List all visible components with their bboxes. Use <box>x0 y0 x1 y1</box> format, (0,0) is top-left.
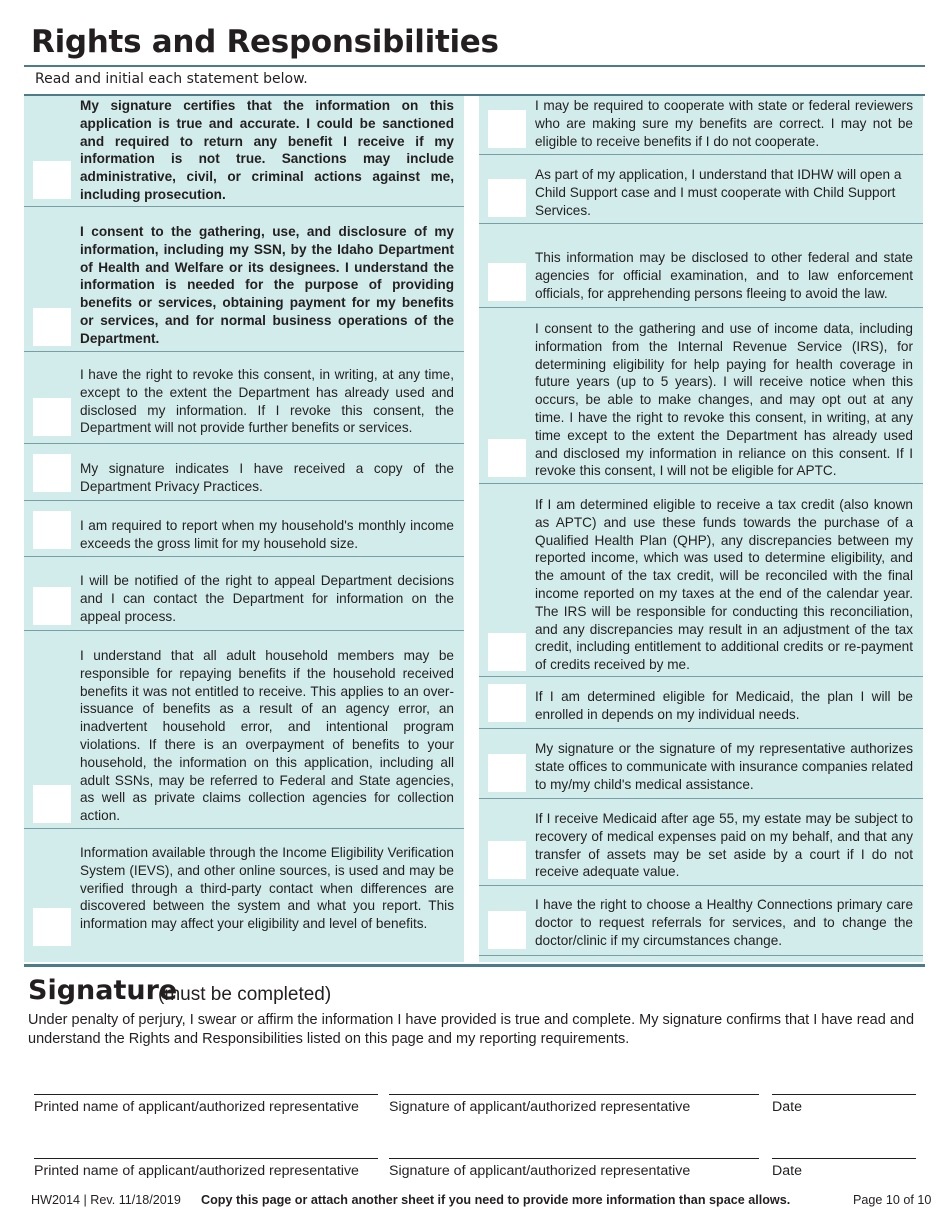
signature-heading: Signature <box>28 975 178 1006</box>
footer-note: Copy this page or attach another sheet if you need to provide more information than space allows. <box>201 1193 791 1207</box>
statement-text: I consent to the gathering and use of income data, including information from the Internal Revenue Service (IRS), for determining eligibility for help paying for health coverage in future years (up to 5 years). I will receive notice when this occurs, be able to make changes, and may opt out at any time. I have the right to revoke this consent, in writing, at any time except to the extent the Department has already used and disclosed my information in reliance on this consent. If I revoke this consent, I will not be eligible for APTC. <box>535 321 913 479</box>
initial-box[interactable] <box>488 633 526 671</box>
signature-label: Signature of applicant/authorized representative <box>389 1099 691 1115</box>
date-line <box>772 1158 916 1159</box>
column-gap <box>464 96 479 962</box>
initial-box[interactable] <box>488 179 526 217</box>
page-number: Page 10 of 10 <box>853 1193 932 1207</box>
initial-box[interactable] <box>488 439 526 477</box>
statement-item <box>479 728 923 799</box>
signature-line <box>389 1158 759 1159</box>
statement-item <box>479 885 923 956</box>
statement-item <box>479 96 923 155</box>
date-field-2[interactable] <box>772 1158 916 1179</box>
statement-item <box>24 500 464 557</box>
initial-box[interactable] <box>488 754 526 792</box>
initial-box[interactable] <box>33 785 71 823</box>
statement-text: I have the right to choose a Healthy Connections primary care doctor to request referrals for services, and to change the doctor/clinic if my circumstances change. <box>535 897 913 948</box>
statement-text: My signature indicates I have received a copy of the Department Privacy Practices. <box>80 461 454 494</box>
statement-text: This information may be disclosed to other federal and state agencies for official examination, and to law enforcement officials, for apprehending persons fleeing to avoid the law. <box>535 250 913 301</box>
title-divider <box>24 65 925 67</box>
statement-text: I may be required to cooperate with state or federal reviewers who are making sure my benefits are correct. I may not be eligible to receive benefits if I do not cooperate. <box>535 98 913 149</box>
initial-box[interactable] <box>488 841 526 879</box>
statement-text: I am required to report when my household's monthly income exceeds the gross limit for my household size. <box>80 518 454 551</box>
perjury-statement: Under penalty of perjury, I swear or affirm the information I have provided is true and complete. My signature confirms that I have read and understand the Rights and Responsibilities listed on this page and my reporting requirements. <box>28 1012 915 1047</box>
signature-divider <box>24 964 925 967</box>
right-statements-column <box>479 96 923 962</box>
signature-subheading: (must be completed) <box>158 984 332 1005</box>
statement-item <box>24 351 464 444</box>
statement-text: Information available through the Income Eligibility Verification System (IEVS), and other online sources, is used and may be verified through a third-party contact when differences are discovered between the system and what you report. This information may affect your eligibility and level of benefits. <box>80 845 454 932</box>
initial-box[interactable] <box>488 263 526 301</box>
statement-item <box>479 223 923 308</box>
date-field-1[interactable] <box>772 1094 916 1115</box>
statement-text: I understand that all adult household members may be responsible for repaying benefits if the household received benefits it was not entitled to receive. This applies to an over-issuance of benefits as a result of an agency error, an inadvertent household error, and intentional program violations. If there is an overpayment of benefits to your household, the information on this application, including all adult SSNs, may be referred to Federal and State agencies, as well as private claims collection agencies for collection action. <box>80 648 454 824</box>
date-label: Date <box>772 1099 802 1115</box>
statement-text: If I receive Medicaid after age 55, my estate may be subject to recovery of medical expenses paid on my behalf, and that any transfer of assets may be set aside by a court if I do not receive adequate value. <box>535 811 913 880</box>
initial-box[interactable] <box>33 454 71 492</box>
statement-item <box>24 443 464 501</box>
instruction-text: Read and initial each statement below. <box>35 71 308 87</box>
printed-name-label: Printed name of applicant/authorized representative <box>34 1099 359 1115</box>
statement-text: If I am determined eligible to receive a tax credit (also known as APTC) and use these funds towards the purchase of a Qualified Health Plan (QHP), any discrepancies between my reported income, which was used to determine eligibility, and the amount of the tax credit, will be reconciled with the final income reported on my taxes at the end of the calendar year. The IRS will be responsible for conducting this reconciliation, and any discrepancies may result in an adjustment of the tax credit, including entitlement to additional credits or re-payment of credits received by me. <box>535 497 913 673</box>
initial-box[interactable] <box>488 911 526 949</box>
printed-name-field-1[interactable] <box>34 1094 378 1115</box>
statement-item <box>24 828 464 962</box>
initial-box[interactable] <box>33 908 71 946</box>
initial-box[interactable] <box>33 587 71 625</box>
printed-name-label: Printed name of applicant/authorized representative <box>34 1163 359 1179</box>
signature-line <box>389 1094 759 1095</box>
form-id: HW2014 | Rev. 11/18/2019 <box>31 1193 181 1207</box>
statement-text: I will be notified of the right to appeal Department decisions and I can contact the Department for information on the appeal process. <box>80 573 454 624</box>
statement-text: My signature certifies that the information on this application is true and accurate. I could be sanctioned and required to return any benefit I receive if my information is not true. Sanctions may include administrative, civil, or criminal actions against me, including prosecution. <box>80 98 454 202</box>
page-title: Rights and Responsibilities <box>31 24 499 60</box>
statement-item <box>479 154 923 224</box>
statement-item <box>479 483 923 677</box>
initial-box[interactable] <box>488 110 526 148</box>
printed-name-line <box>34 1094 378 1095</box>
initial-box[interactable] <box>488 684 526 722</box>
statement-item <box>24 630 464 829</box>
statement-item <box>24 556 464 631</box>
statement-item <box>479 307 923 484</box>
statement-item <box>24 206 464 352</box>
statement-text: As part of my application, I understand that IDHW will open a Child Support case and I must cooperate with Child Support Services. <box>535 167 902 218</box>
initial-box[interactable] <box>33 161 71 199</box>
signature-field-2[interactable] <box>389 1158 759 1179</box>
statement-text: My signature or the signature of my representative authorizes state offices to communicate with insurance companies related to my/my child's medical assistance. <box>535 741 913 792</box>
statement-item <box>479 798 923 886</box>
initial-box[interactable] <box>33 308 71 346</box>
printed-name-field-2[interactable] <box>34 1158 378 1179</box>
statement-text: I consent to the gathering, use, and disclosure of my information, including my SSN, by the Idaho Department of Health and Welfare or its designees. I understand the information is needed for the purpose of providing benefits or services, obtaining payment for my benefits or services, and for normal business operations of the Department. <box>80 224 454 346</box>
statement-text: If I am determined eligible for Medicaid, the plan I will be enrolled in depends on my individual needs. <box>535 689 913 722</box>
date-line <box>772 1094 916 1095</box>
initial-box[interactable] <box>33 511 71 549</box>
initial-box[interactable] <box>33 398 71 436</box>
signature-label: Signature of applicant/authorized representative <box>389 1163 691 1179</box>
printed-name-line <box>34 1158 378 1159</box>
left-statements-column <box>24 96 464 962</box>
statement-text: I have the right to revoke this consent, in writing, at any time, except to the extent the Department has already used and disclosed my information. If I revoke this consent, the Department will not provide further benefits or services. <box>80 367 454 436</box>
statement-item <box>24 96 464 207</box>
signature-field-1[interactable] <box>389 1094 759 1115</box>
statement-item <box>479 676 923 729</box>
date-label: Date <box>772 1163 802 1179</box>
